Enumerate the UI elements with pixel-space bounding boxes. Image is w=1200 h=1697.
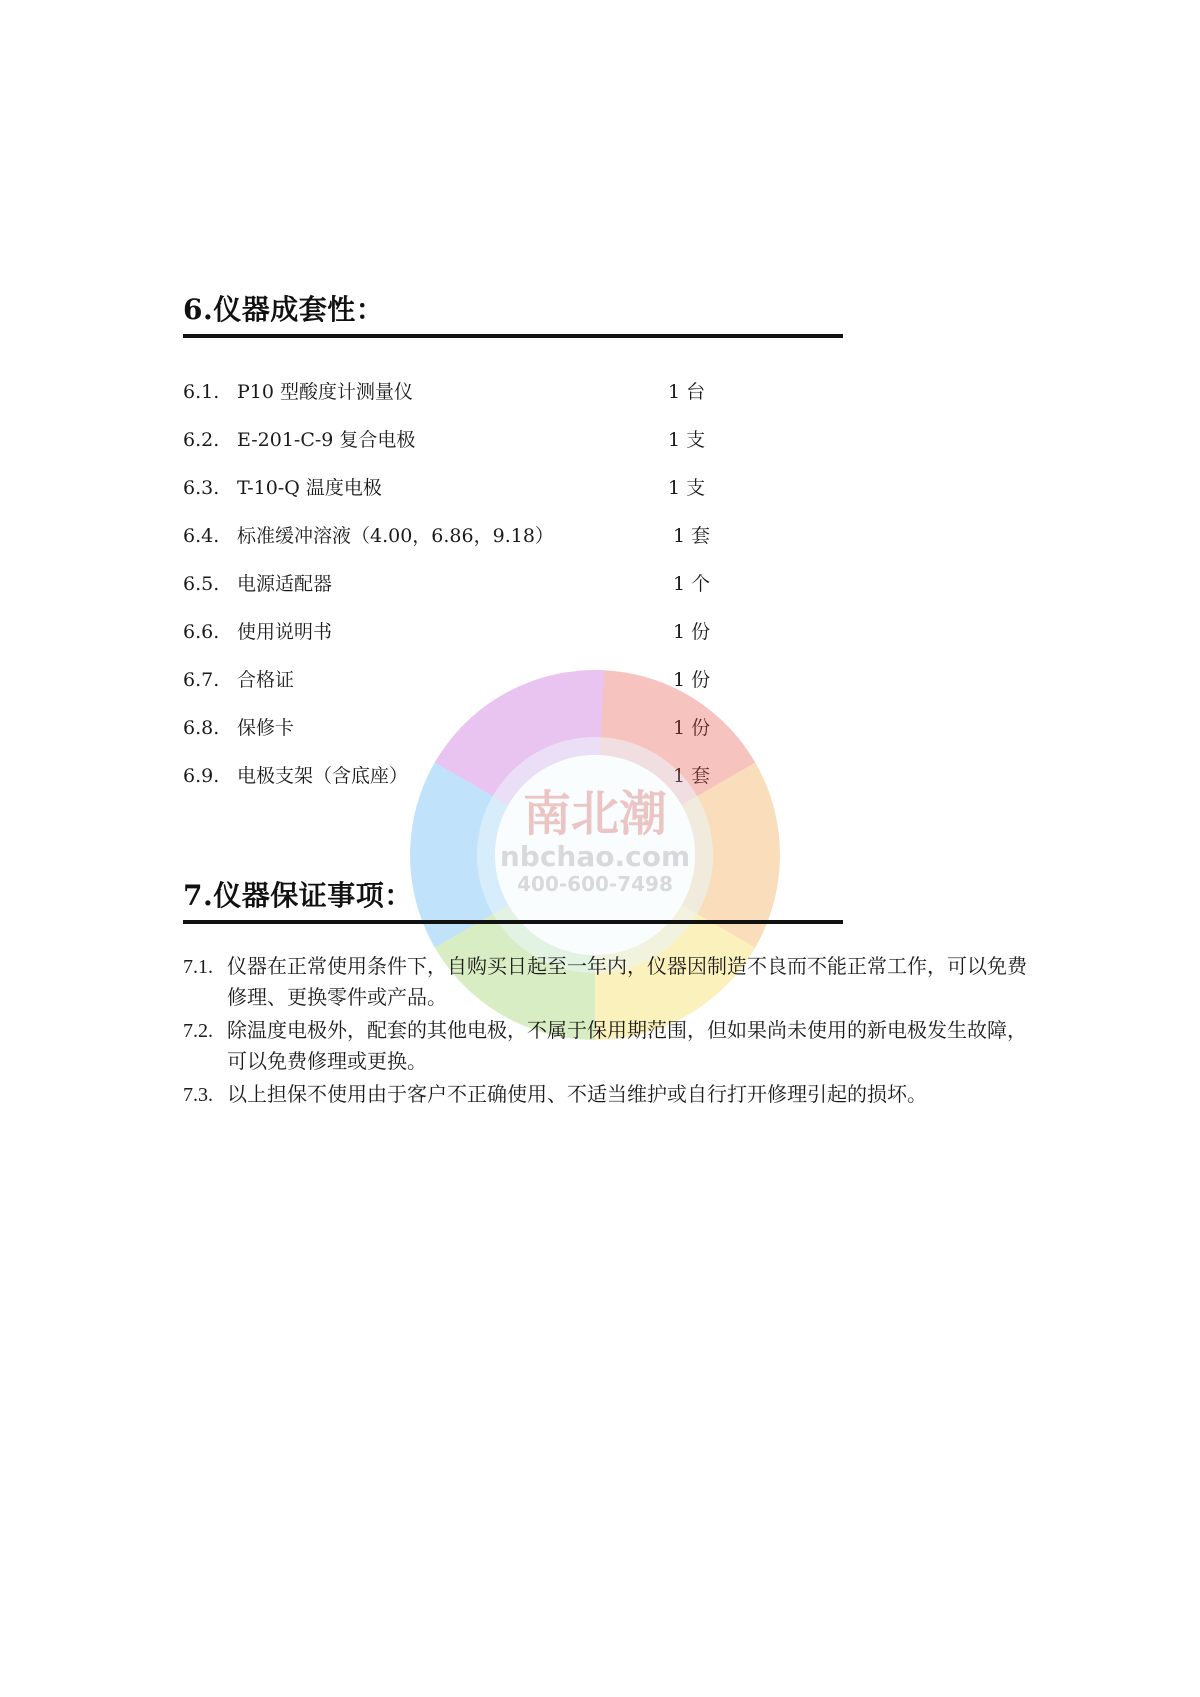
list-item: 6.2. E-201-C-9 复合电极 1 支: [183, 429, 706, 451]
section-6-rule: [183, 334, 843, 338]
warranty-item: 7.2. 除温度电极外，配套的其他电极，不属于保用期范围，但如果尚未使用的新电极发生故障，可以免费修理或更换。: [183, 1020, 1027, 1073]
watermark-phone: 400-600-7498: [517, 872, 673, 896]
section-6-title: 6.仪器成套性：: [183, 293, 385, 326]
warranty-item: 7.3. 以上担保不使用由于客户不正确使用、不适当维护或自行打开修理引起的损坏。: [183, 1084, 927, 1106]
list-item: 6.5. 电源适配器 1 个: [183, 573, 711, 595]
list-item: 6.4. 标准缓冲溶液（4.00，6.86，9.18） 1 套: [183, 525, 711, 547]
watermark-brand: 南北潮: [522, 786, 667, 842]
list-item: 6.1. P10 型酸度计测量仪 1 台: [183, 381, 706, 403]
list-item: 6.3. T-10-Q 温度电极 1 支: [183, 477, 706, 499]
list-item: 6.7. 合格证 1 份: [183, 669, 711, 691]
list-item: 6.8. 保修卡 1 份: [183, 717, 711, 739]
list-item: 6.9. 电极支架（含底座） 1 套: [183, 765, 711, 787]
watermark-ring-segment: [679, 763, 780, 956]
section-7-rule: [183, 920, 843, 924]
section-7-title: 7.仪器保证事项：: [183, 879, 413, 912]
warranty-item: 7.1. 仪器在正常使用条件下，自购买日起至一年内，仪器因制造不良而不能正常工作，可以免费修理、更换零件或产品。: [183, 956, 1027, 1009]
list-item: 6.6. 使用说明书 1 份: [183, 621, 711, 643]
watermark-site: nbchao.com: [499, 840, 691, 873]
